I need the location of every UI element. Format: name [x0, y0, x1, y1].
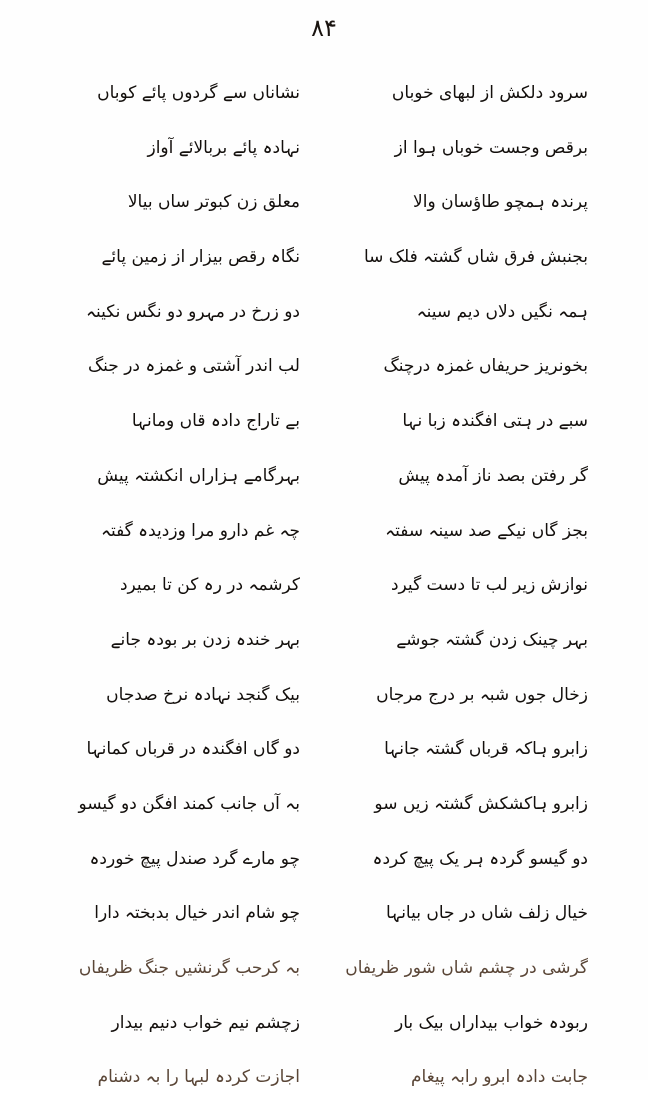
- first-hemistich: گرشی در چشم شاں شور ظریفاں: [345, 958, 588, 978]
- verse-line: [0, 175, 648, 230]
- second-hemistich: دو گاں افگندہ در قرباں کمانہا: [86, 739, 300, 760]
- first-hemistich: دو گیسو گردہ ہر یک پیچ کردہ: [372, 848, 588, 869]
- verse-line: [0, 1050, 648, 1105]
- verse-line: [0, 613, 648, 668]
- second-hemistich: چو مارے گرد صندل پیچ خوردہ: [89, 848, 300, 869]
- verse-line: [0, 449, 648, 504]
- second-hemistich: بے تاراج دادہ قاں ومانہا: [131, 411, 300, 432]
- verse-line: [0, 668, 648, 723]
- first-hemistich: گر رفتن بصد ناز آمدہ پیش: [398, 465, 588, 486]
- first-hemistich: پرندہ ہمچو طاؤسان والا: [413, 192, 588, 213]
- first-hemistich: بجز گاں نیکے صد سینہ سفتہ: [385, 520, 588, 541]
- second-hemistich: بہر خندہ زدن بر بودہ جانے: [110, 629, 300, 650]
- verse-line: [0, 121, 648, 176]
- second-hemistich: معلق زن کبوتر ساں بیالا: [127, 192, 300, 213]
- verse-line: [0, 722, 648, 777]
- verse-line: [0, 230, 648, 285]
- second-hemistich: چہ غم دارو مرا وزدیدہ گفتہ: [100, 520, 300, 541]
- first-hemistich: سبے در ہتی افگندہ زبا نہا: [402, 411, 588, 432]
- verse-line: [0, 394, 648, 449]
- first-hemistich: زابرو ہاکشکش گشتہ زیں سو: [374, 793, 588, 814]
- first-hemistich: جابت دادہ ابرو رابہ پیغام: [411, 1067, 588, 1088]
- verse-line: [0, 339, 648, 394]
- verse-line: [0, 832, 648, 887]
- first-hemistich: بجنبش فرق شاں گشتہ فلک سا: [363, 247, 588, 268]
- second-hemistich: بہ آں جانب کمند افگن دو گیسو: [78, 793, 300, 814]
- verse-list: [0, 66, 648, 1105]
- verse-line: [0, 285, 648, 340]
- second-hemistich: اجازت کردہ لبہا را بہ دشنام: [97, 1067, 300, 1088]
- verse-line: [0, 558, 648, 613]
- second-hemistich: لب اندر آشتی و غمزہ در جنگ: [87, 356, 300, 377]
- verse-line: [0, 941, 648, 996]
- first-hemistich: سرود دلکش از لبهای خوباں: [391, 83, 588, 103]
- first-hemistich: بہر چینک زدن گشتہ جوشے: [396, 629, 588, 650]
- second-hemistich: نشاناں سے گردوں پائے کوباں: [97, 83, 300, 103]
- second-hemistich: دو زرخ در مہرو دو نگس نکینہ: [86, 301, 300, 322]
- verse-line: [0, 66, 648, 121]
- second-hemistich: کرشمہ در رہ کن تا بمیرد: [119, 575, 300, 596]
- second-hemistich: زچشم نیم خواب دنیم بیدار: [111, 1012, 300, 1033]
- second-hemistich: بہرگامے ہزاراں انکشتہ پیش: [97, 465, 300, 486]
- verse-line: [0, 504, 648, 559]
- second-hemistich: نگاہ رقص بیزار از زمین پائے: [101, 247, 300, 268]
- first-hemistich: بخونریز حریفاں غمزہ درچنگ: [383, 356, 588, 377]
- first-hemistich: ربودہ خواب بیداراں بیک بار: [394, 1012, 588, 1033]
- first-hemistich: زخال جوں شبہ بر درج مرجاں: [376, 684, 588, 705]
- second-hemistich: بیک گنجد نہادہ نرخ صدجاں: [106, 684, 300, 705]
- first-hemistich: برقص وجست خوباں ہوا از: [394, 137, 588, 158]
- second-hemistich: چو شام اندر خیال بدبختہ دارا: [94, 903, 300, 924]
- first-hemistich: خیال زلف شاں در جاں بیانہا: [386, 903, 588, 924]
- page-number: ۸۴: [311, 14, 337, 42]
- first-hemistich: زابرو ہاکہ قرباں گشتہ جانہا: [384, 739, 588, 760]
- second-hemistich: نہادہ پائے بربالائے آواز: [147, 137, 300, 158]
- second-hemistich: بہ کرحب گرنشیں جنگ ظریفاں: [78, 958, 300, 978]
- verse-line: [0, 777, 648, 832]
- first-hemistich: ہمہ نگیں دلاں دیم سینہ: [416, 301, 588, 322]
- verse-line: [0, 996, 648, 1051]
- first-hemistich: نوازش زیر لب تا دست گیرد: [390, 575, 588, 596]
- verse-line: [0, 886, 648, 941]
